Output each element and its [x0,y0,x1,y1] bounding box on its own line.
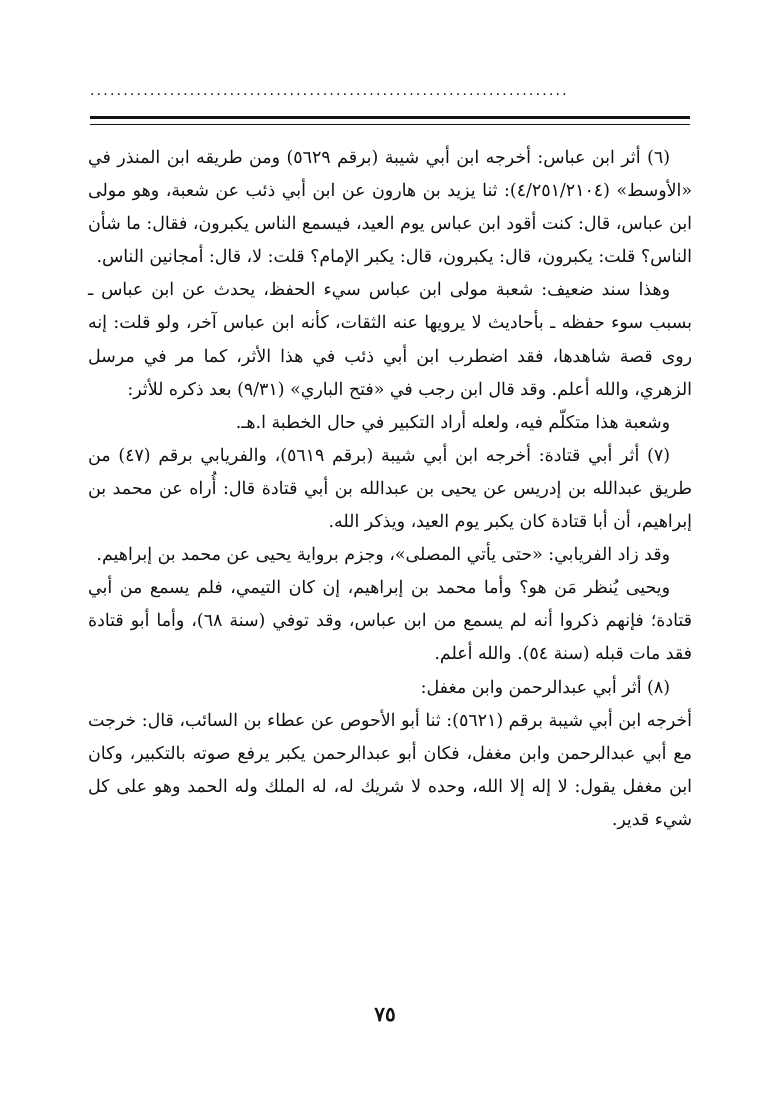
footnote-paragraph: أخرجه ابن أبي شيبة برقم (٥٦٢١): ثنا أبو الأحوص عن عطاء بن السائب، قال: خرجت مع أبي عبدالرحمن وابن مغفل، فكان أبو عبدالرحمن يكبر يرفع صوته بالتكبير، وكان ابن مغفل يقول: لا إله إلا الله، وحده لا شريك له، له الملك وله الحمد وهو على كل شيء قدير. [88,710,693,830]
footnote-paragraph: (٦) أثر ابن عباس: أخرجه ابن أبي شيبة (برقم ٥٦٢٩) ومن طريقه ابن المنذر في «الأوسط» (٤/٢٥١/٢١٠٤): ثنا يزيد بن هارون عن ابن أبي ذئب عن شعبة، وهو مولى ابن عباس، قال: كنت أقود ابن عباس يوم العيد، فيسمع الناس يكبرون، فقال: ما شأن الناس؟ قلت: يكبرون، قال: يكبرون، قال: يكبر الإمام؟ قلت: لا، قال: أمجانين الناس. [88,148,692,268]
header-dotted-line: ........................................................................ [90,84,569,98]
footnote-paragraph: ويحيى يُنظر مَن هو؟ وأما محمد بن إبراهيم، إن كان التيمي، فلم يسمع من أبي قتادة؛ فإنهم ذكروا أنه لم يسمع من ابن عباس، وقد توفي (سنة ٦٨)، وأما أبو قتادة فقد مات قبله (سنة ٥٤). والله أعلم. [88,578,692,665]
footnotes-body [88,142,692,837]
quote-paragraph: وشعبة هذا متكلّم فيه، ولعله أراد التكبير في حال الخطبة ا.هـ. [235,412,670,433]
footnote-paragraph: وقد زاد الفريابي: «حتى يأتي المصلى»، وجزم برواية يحيى عن محمد بن إبراهيم. [96,545,670,566]
header-rule-thin [90,124,690,125]
footnote-paragraph: وهذا سند ضعيف: شعبة مولى ابن عباس سيء الحفظ، يحدث عن ابن عباس ـ بسبب سوء حفظه ـ بأحاديث لا يرويها عنه الثقات، كأنه ابن عباس آخر، ولو قلت: إنه روى قصة شاهدها، فقد اضطرب ابن أبي ذئب في هذا الأثر، كما مر في مرسل الزهري، والله أعلم. وقد قال ابن رجب في «فتح الباري» (٩/٣١) بعد ذكره للأثر: [88,280,692,400]
footnote-heading: (٨) أثر أبي عبدالرحمن وابن مغفل: [420,677,670,698]
footnote-paragraph: (٧) أثر أبي قتادة: أخرجه ابن أبي شيبة (برقم ٥٦١٩)، والفريابي برقم (٤٧) من طريق عبدالله بن إدريس عن يحيى بن عبدالله بن أبي قتادة قال: أُراه عن محمد بن إبراهيم، أن أبا قتادة كان يكبر يوم العيد، ويذكر الله. [88,445,692,533]
page-number: ٧٥ [374,1002,396,1026]
header-rule-thick [90,116,690,119]
